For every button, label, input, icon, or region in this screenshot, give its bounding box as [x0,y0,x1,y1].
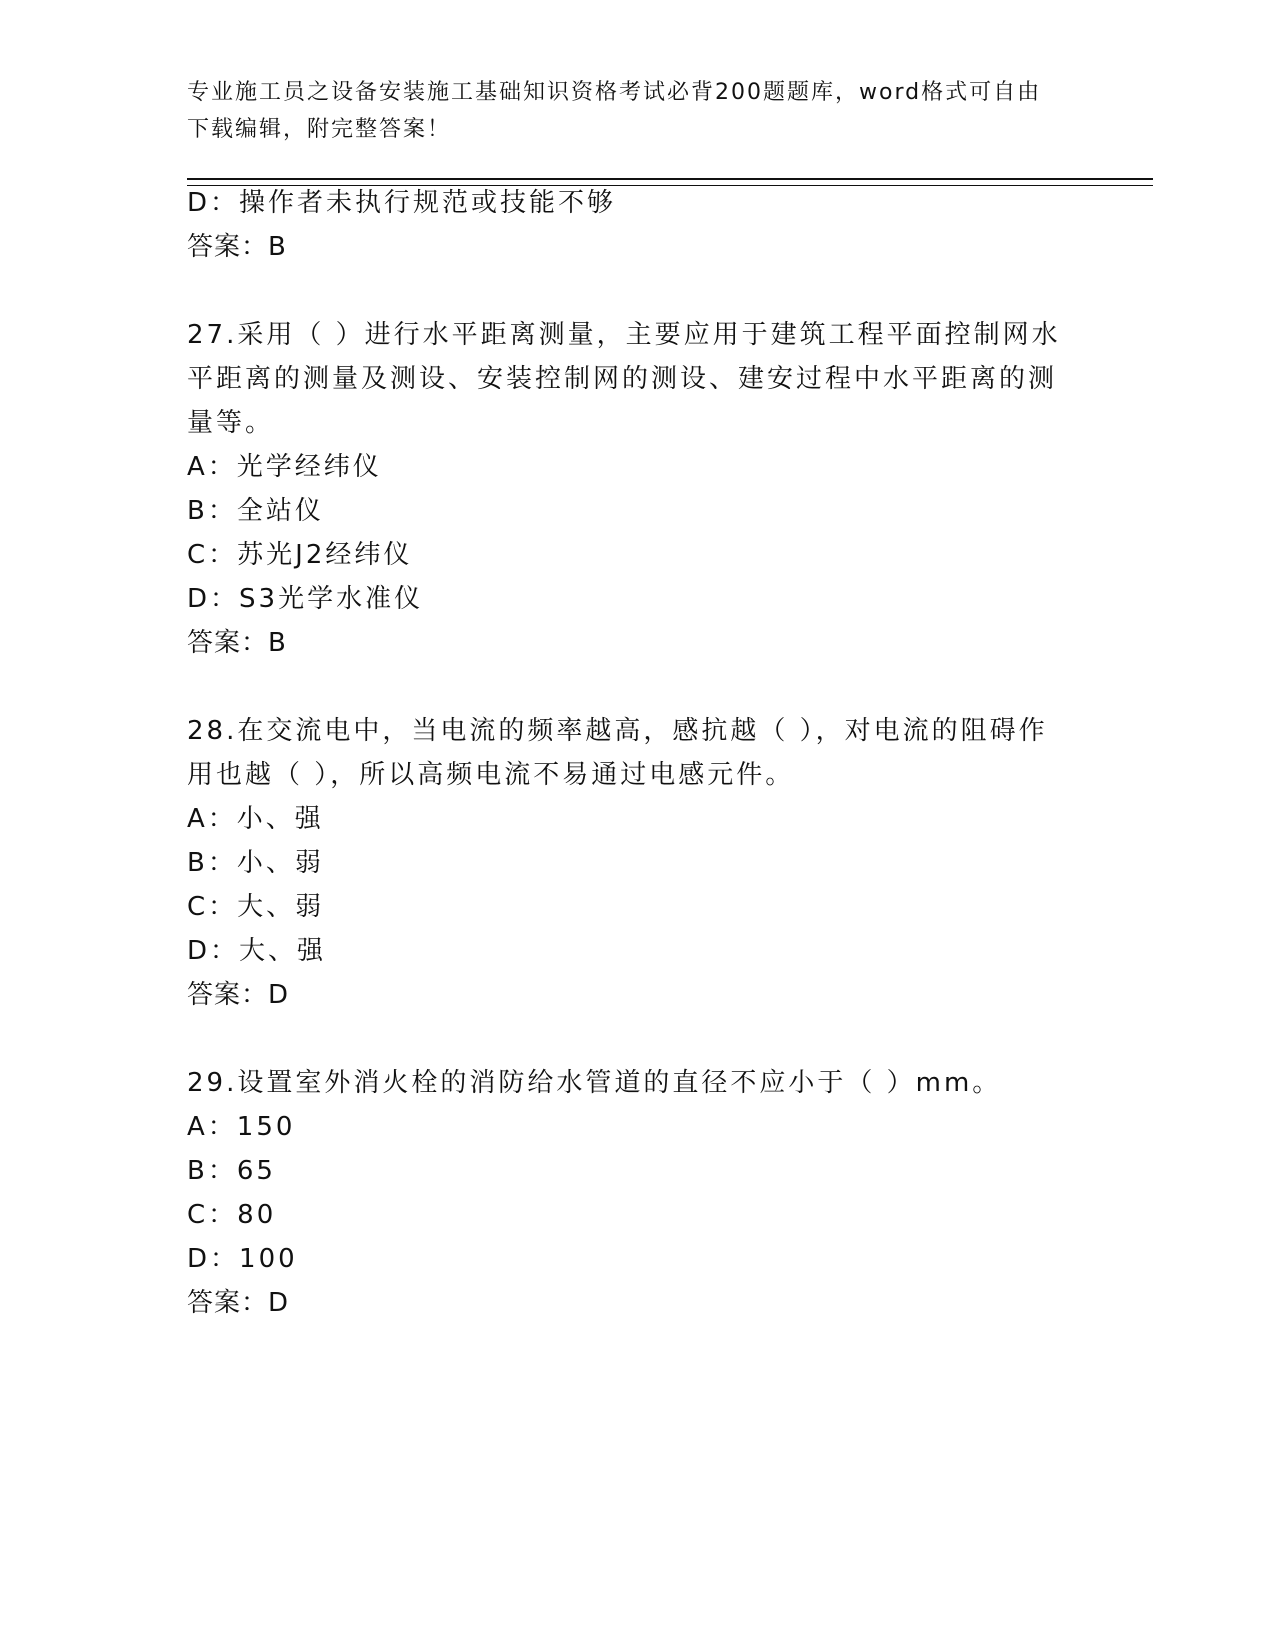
q28-answer: 答案：D [187,980,290,1010]
q28-option-b: B：小、弱 [187,848,324,878]
q29-option-c: C：80 [187,1200,277,1230]
q27-option-c: C：苏光J2经纬仪 [187,540,413,570]
q28-option-c: C：大、弱 [187,892,325,922]
q27-stem-line-2: 平距离的测量及测设、安装控制网的测设、建安过程中水平距离的测 [187,364,1058,394]
q27-answer: 答案：B [187,628,287,658]
q27-option-b: B：全站仪 [187,496,324,526]
prev-answer: 答案：B [187,232,287,262]
q29-option-b: B：65 [187,1156,276,1186]
q29-answer: 答案：D [187,1288,290,1318]
q29-option-d: D：100 [187,1244,298,1274]
q27-stem-line-1: 27.采用（ ）进行水平距离测量，主要应用于建筑工程平面控制网水 [187,320,1061,350]
q28-stem-line-2: 用也越（ ），所以高频电流不易通过电感元件。 [187,760,795,790]
q27-option-d: D：S3光学水准仪 [187,584,424,614]
q28-stem-line-1: 28.在交流电中，当电流的频率越高，感抗越（ ），对电流的阻碍作 [187,716,1048,746]
header-line-2: 下载编辑，附完整答案！ [187,117,452,142]
page-header [187,74,1067,148]
q27-option-a: A：光学经纬仪 [187,452,382,482]
header-divider [187,178,1153,186]
q29-stem-line-1: 29.设置室外消火栓的消防给水管道的直径不应小于（ ）mm。 [187,1068,1002,1098]
q28-option-a: A：小、强 [187,804,324,834]
q27-stem-line-3: 量等。 [187,408,275,438]
prev-option-d: D：操作者未执行规范或技能不够 [187,188,617,218]
q29-option-a: A：150 [187,1112,296,1142]
header-line-1: 专业施工员之设备安装施工基础知识资格考试必背200题题库，word格式可自由 [187,80,1042,105]
q28-option-d: D：大、强 [187,936,327,966]
